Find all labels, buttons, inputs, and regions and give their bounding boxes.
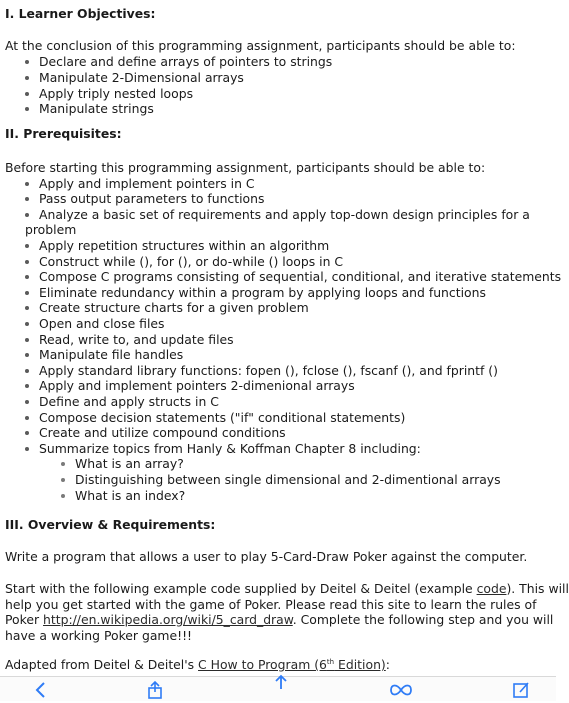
bullet-icon	[61, 494, 65, 498]
bullet-icon	[25, 416, 29, 420]
bullet-icon	[25, 182, 29, 186]
bullet-icon	[25, 76, 29, 80]
overview-paragraph: Write a program that allows a user to play 5-Card-Draw Poker against the computer.	[5, 549, 528, 564]
wikipedia-link[interactable]: http://en.wikipedia.org/wiki/5_card_draw	[43, 612, 293, 627]
bullet-icon	[25, 400, 29, 404]
bullet-icon	[25, 275, 29, 279]
bullet-icon	[25, 384, 29, 388]
infinity-icon[interactable]	[388, 681, 414, 703]
bullet-icon	[25, 369, 29, 373]
instructions-line-2: help you get started with the game of Poker. Please read this site to learn the rules of	[5, 597, 537, 612]
section-heading-prerequisites: II. Prerequisites:	[5, 126, 122, 141]
prerequisites-intro: Before starting this programming assignment, participants should be able to:	[5, 160, 486, 175]
book-title-link[interactable]: C How to Program (6th Edition)	[198, 657, 386, 672]
bullet-icon	[25, 338, 29, 342]
instructions-line-1: Start with the following example code supplied by Deitel & Deitel (example code). This will	[5, 581, 569, 596]
bullet-icon	[25, 306, 29, 310]
share-icon[interactable]	[146, 681, 164, 703]
bullet-icon	[25, 213, 29, 217]
code-link[interactable]: code	[476, 581, 507, 596]
bullet-icon	[25, 447, 29, 451]
bullet-icon	[61, 478, 65, 482]
section-heading-objectives: I. Learner Objectives:	[5, 6, 156, 21]
instructions-line-4: have a working Poker game!!!	[5, 628, 193, 643]
adapted-from-line: Adapted from Deitel & Deitel's C How to Program (6th Edition):	[5, 657, 390, 672]
bullet-icon	[25, 244, 29, 248]
bullet-icon	[25, 431, 29, 435]
bullet-icon	[25, 197, 29, 201]
bullet-icon	[25, 322, 29, 326]
bullet-icon	[25, 260, 29, 264]
bullet-icon	[25, 291, 29, 295]
upload-icon[interactable]	[272, 673, 290, 695]
back-icon[interactable]	[32, 681, 50, 703]
bullet-icon	[25, 92, 29, 96]
bullet-icon	[25, 353, 29, 357]
section-heading-overview: III. Overview & Requirements:	[5, 517, 216, 532]
bullet-icon	[61, 462, 65, 466]
objectives-intro: At the conclusion of this programming assignment, participants should be able to:	[5, 38, 516, 53]
bullet-icon	[25, 60, 29, 64]
instructions-line-3: Poker http://en.wikipedia.org/wiki/5_card_draw. Complete the following step and you will	[5, 612, 554, 627]
edit-icon[interactable]	[512, 681, 530, 703]
bullet-icon	[25, 107, 29, 111]
bottom-toolbar	[0, 676, 556, 701]
